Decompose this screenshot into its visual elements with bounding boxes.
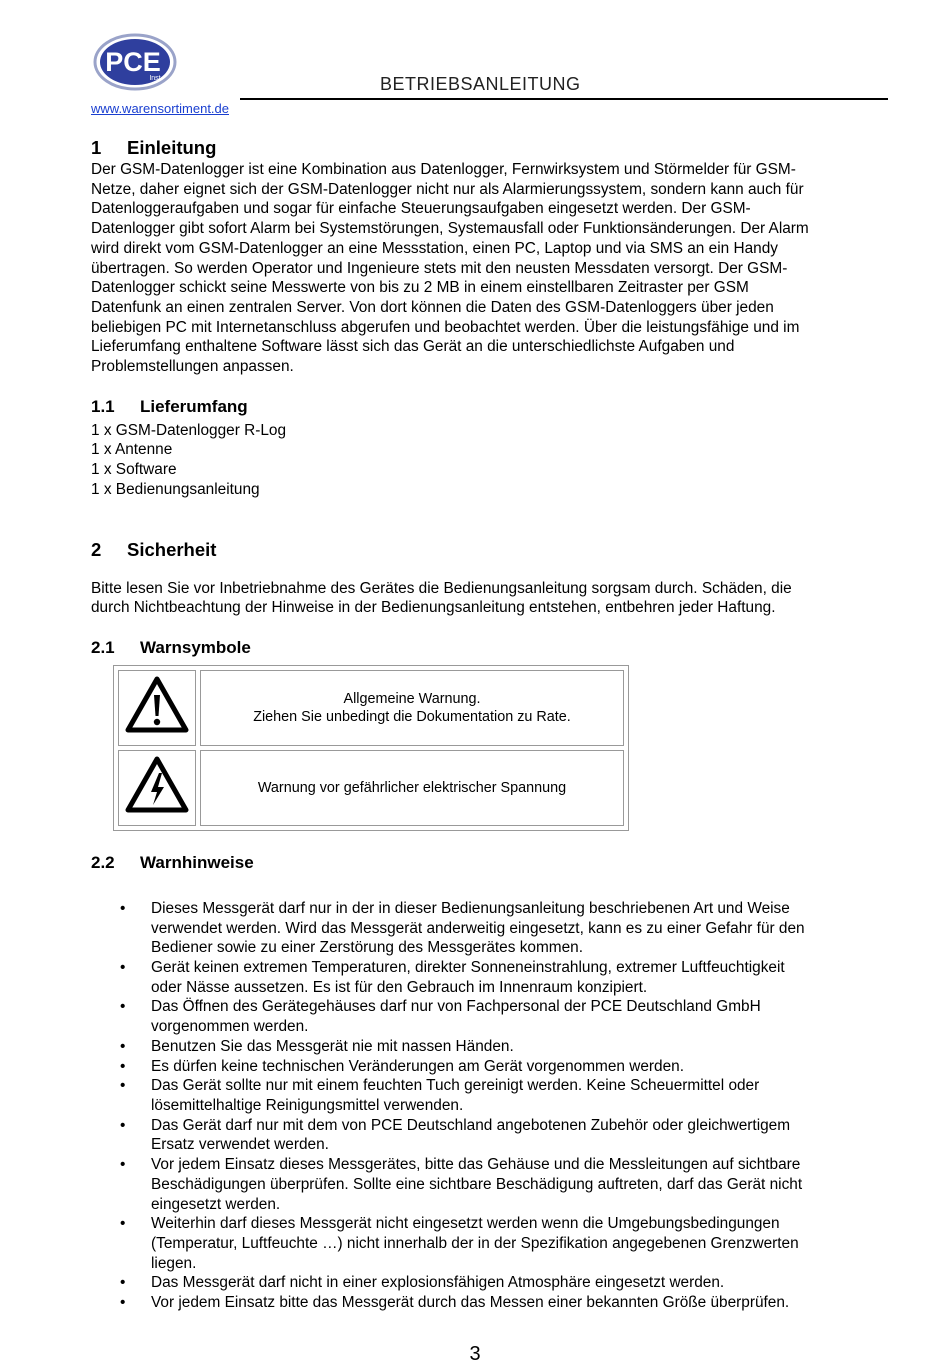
list-item: • Vor jedem Einsatz dieses Messgerätes, bitte das Gehäuse und die Messleitungen auf sichtbare Beschädigungen überprüfen. Sollte eine sichtbare Beschädigung auftreten, darf das Gerät nicht eingesetzt werden. bbox=[91, 1155, 891, 1214]
einleitung-paragraph bbox=[91, 160, 891, 377]
text-line: Lieferumfang enthaltene Software lässt sich das Gerät an die unterschiedlichste Aufgaben und bbox=[91, 338, 735, 356]
header-title: BETRIEBSANLEITUNG bbox=[380, 74, 581, 94]
list-item: • Es dürfen keine technischen Veränderungen am Gerät vorgenommen werden. bbox=[91, 1057, 891, 1077]
table-row bbox=[118, 670, 624, 746]
warning-symbols-table bbox=[113, 665, 629, 831]
list-item: 1 x GSM-Datenlogger R-Log bbox=[91, 421, 287, 439]
text-line: übertragen. So werden Operator und Ingenieure stets mit den neusten Messdaten versorgt. Der GSM- bbox=[91, 259, 788, 277]
text-line: wird direkt vom GSM-Datenlogger an eine Messstation, einen PC, Laptop und via SMS an ein Handy bbox=[91, 239, 778, 257]
list-item: 1 x Software bbox=[91, 461, 177, 479]
text-line: Datenfunk an einen zentralen Server. Von dort können die Daten des GSM-Datenloggers über jeden bbox=[91, 298, 774, 316]
list-item: • Das Öffnen des Gerätegehäuses darf nur von Fachpersonal der PCE Deutschland GmbH vorgenommen werden. bbox=[91, 997, 891, 1036]
text-line: Bitte lesen Sie vor Inbetriebnahme des Gerätes die Bedienungsanleitung sorgsam durch. Schäden, die bbox=[91, 579, 792, 597]
text-line: Datenlogger gibt sofort Alarm bei Systemstörungen, Systemausfall oder Funktionsänderungen. Der Alarm bbox=[91, 220, 809, 238]
website-link[interactable]: www.warensortiment.de bbox=[91, 101, 229, 116]
list-item: • Das Messgerät darf nicht in einer explosionsfähigen Atmosphäre eingesetzt werden. bbox=[91, 1273, 891, 1293]
section-heading-einleitung: 1 Einleitung bbox=[91, 137, 217, 158]
section-heading-warnhinweise: 2.2 Warnhinweise bbox=[91, 852, 254, 872]
warning-description bbox=[200, 670, 624, 746]
page-number: 3 bbox=[469, 1343, 481, 1365]
warning-text-line: Ziehen Sie unbedingt die Dokumentation zu Rate. bbox=[253, 708, 571, 725]
header-rule bbox=[240, 98, 888, 100]
list-item: • Weiterhin darf dieses Messgerät nicht eingesetzt werden wenn die Umgebungsbedingungen (Temperatur, Luftfeuchte …) nicht innerhalb der in der Spezifikation angegebenen Grenzwerten liegen. bbox=[91, 1214, 891, 1273]
logo-small-text: Inst bbox=[149, 75, 161, 82]
text-line: Datenlogger schickt seine Messwerte von bis zu 2 MB in einem einstellbaren Zeitraster per GSM bbox=[91, 279, 749, 297]
section-heading-warnsymbole: 2.1 Warnsymbole bbox=[91, 637, 251, 657]
list-item: • Das Gerät darf nur mit dem von PCE Deutschland angebotenen Zubehör oder gleichwertigem Ersatz verwendet werden. bbox=[91, 1116, 891, 1155]
text-line: Netze, daher eignet sich der GSM-Datenlogger nicht nur als Alarmierungssystem, sondern kann auch für bbox=[91, 180, 804, 198]
section-heading-lieferumfang: 1.1 Lieferumfang bbox=[91, 396, 248, 416]
text-line: Problemstellungen anpassen. bbox=[91, 358, 294, 376]
exclamation-warning-icon bbox=[118, 670, 196, 746]
sicherheit-paragraph bbox=[91, 579, 891, 618]
list-item: • Das Gerät sollte nur mit einem feuchten Tuch gereinigt werden. Keine Scheuermittel oder lösemittelhaltige Reinigungsmittel verwenden. bbox=[91, 1076, 891, 1115]
list-item: • Vor jedem Einsatz bitte das Messgerät durch das Messen einer bekannten Größe überprüfen. bbox=[91, 1293, 891, 1313]
list-item: • Dieses Messgerät darf nur in der in dieser Bedienungsanleitung beschriebenen Art und Weise verwendet werden. Wird das Messgerät anderweitig eingesetzt, kann es zu einer Gefahr für den Bediener sowie zu einer Zerstörung des Messgerätes kommen. bbox=[91, 899, 891, 958]
main-content bbox=[91, 136, 891, 1313]
lieferumfang-list bbox=[91, 421, 891, 500]
logo-text: PCE bbox=[105, 47, 161, 77]
text-line: durch Nichtbeachtung der Hinweise in der Bedienungsanleitung entstehen, entbehren jeder Haftung. bbox=[91, 599, 776, 617]
list-item: • Gerät keinen extremen Temperaturen, direkter Sonneneinstrahlung, extremer Luftfeuchtigkeit oder Nässe aussetzen. Es ist für den Gebrauch im Innenraum konzipiert. bbox=[91, 958, 891, 997]
text-line: Datenloggeraufgaben und sogar für einfache Steuerungsaufgaben eingesetzt werden. Der GSM- bbox=[91, 200, 751, 218]
electric-warning-icon bbox=[118, 750, 196, 826]
warning-text-line: Allgemeine Warnung. bbox=[343, 690, 481, 707]
section-heading-sicherheit: 2 Sicherheit bbox=[91, 538, 217, 560]
list-item: 1 x Bedienungsanleitung bbox=[91, 480, 260, 498]
pce-logo bbox=[93, 33, 177, 91]
text-line: Der GSM-Datenlogger ist eine Kombination aus Datenlogger, Fernwirksystem und Störmelder für GSM- bbox=[91, 161, 796, 178]
warnhinweise-list bbox=[91, 899, 891, 1313]
warning-text-line: Warnung vor gefährlicher elektrischer Spannung bbox=[257, 779, 567, 796]
warning-description bbox=[200, 750, 624, 826]
table-row bbox=[118, 750, 624, 826]
list-item: • Benutzen Sie das Messgerät nie mit nassen Händen. bbox=[91, 1037, 891, 1057]
list-item: 1 x Antenne bbox=[91, 441, 173, 459]
text-line: beliebigen PC mit Internetanschluss abgerufen und beobachtet werden. Über die leistungsfähige und im bbox=[91, 318, 800, 336]
